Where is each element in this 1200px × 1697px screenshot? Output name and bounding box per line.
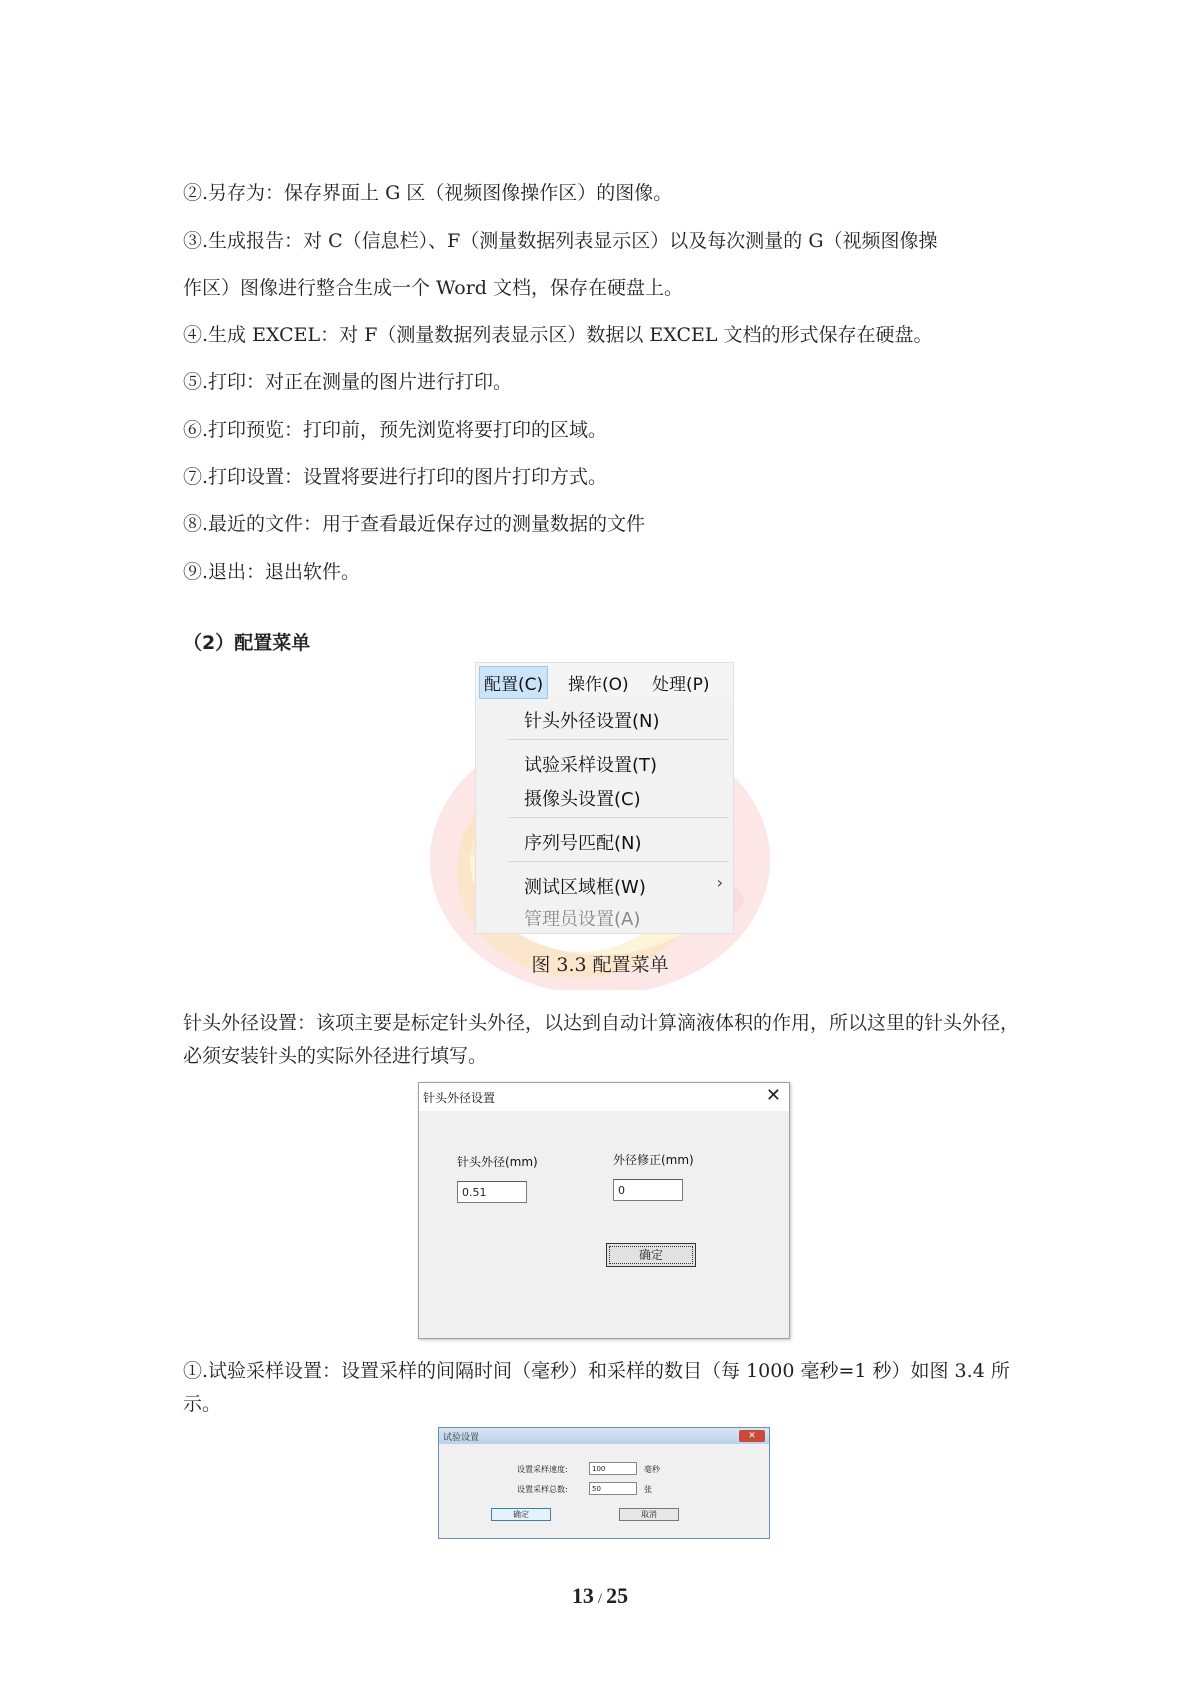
dialog-title: 试验设置 (443, 1433, 480, 1443)
paragraph-excel: ④.生成 EXCEL：对 F（测量数据列表显示区）数据以 EXCEL 文档的形式保存在硬盘。 (183, 324, 933, 346)
outer-diameter-label: 针头外径(mm) (457, 1155, 538, 1169)
cancel-button[interactable]: 取消 (619, 1508, 679, 1521)
needle-diameter-dialog (418, 1082, 790, 1339)
close-icon[interactable]: ✕ (739, 1430, 765, 1442)
menu-item-camera[interactable]: 摄像头设置(C) (524, 789, 641, 810)
menu-item-needle-diameter[interactable]: 针头外径设置(N) (524, 711, 660, 732)
paragraph-print: ⑤.打印：对正在测量的图片进行打印。 (183, 371, 513, 393)
paragraph-report-line2: 作区）图像进行整合生成一个 Word 文档，保存在硬盘上。 (183, 277, 684, 299)
dialog-title: 针头外径设置 (423, 1091, 496, 1105)
sampling-total-label: 设置采样总数: (517, 1485, 568, 1494)
page-number (0, 1583, 1200, 1609)
menu-separator (508, 739, 729, 740)
paragraph-print-preview: ⑥.打印预览：打印前，预先浏览将要打印的区域。 (183, 419, 608, 441)
correction-label: 外径修正(mm) (613, 1153, 694, 1167)
sampling-speed-unit: 毫秒 (644, 1465, 660, 1474)
config-menu-screenshot (475, 662, 734, 934)
menu-config[interactable]: 配置(C) (479, 666, 548, 699)
menu-item-sampling[interactable]: 试验采样设置(T) (524, 755, 658, 776)
page-total: 25 (606, 1583, 629, 1608)
menu-operate[interactable]: 操作(O) (568, 675, 629, 695)
figure-caption: 图 3.3 配置菜单 (531, 954, 669, 976)
menu-item-serial-match[interactable]: 序列号匹配(N) (524, 833, 642, 854)
dialog-titlebar (419, 1083, 789, 1111)
paragraph-sampling-desc: ①.试验采样设置：设置采样的间隔时间（毫秒）和采样的数目（每 1000 毫秒=1 秒）如图 3.4 所示。 (183, 1360, 1010, 1415)
sampling-settings-dialog (438, 1427, 770, 1539)
page-current: 13 (571, 1583, 594, 1608)
sampling-speed-input[interactable]: 100 (589, 1462, 637, 1475)
sampling-total-unit: 张 (644, 1485, 652, 1494)
section-heading: （2）配置菜单 (183, 632, 311, 654)
menu-item-test-region[interactable]: 测试区域框(W) (524, 877, 646, 898)
paragraph-exit: ⑨.退出：退出软件。 (183, 561, 361, 583)
menu-process[interactable]: 处理(P) (652, 675, 710, 695)
menu-bar (476, 663, 733, 697)
menu-item-admin[interactable]: 管理员设置(A) (524, 909, 641, 930)
paragraph-report-line1: ③.生成报告：对 C（信息栏）、F（测量数据列表显示区）以及每次测量的 G（视频图像操 (183, 230, 938, 252)
close-icon[interactable]: ✕ (765, 1085, 781, 1106)
sampling-speed-label: 设置采样速度: (517, 1465, 568, 1474)
dialog-titlebar (439, 1428, 769, 1444)
paragraph-print-setup: ⑦.打印设置：设置将要进行打印的图片打印方式。 (183, 466, 608, 488)
chevron-right-icon: › (716, 873, 723, 892)
sampling-total-input[interactable]: 50 (589, 1482, 637, 1495)
ok-button[interactable]: 确定 (491, 1508, 551, 1521)
outer-diameter-input[interactable]: 0.51 (457, 1181, 527, 1203)
page-separator: / (597, 1591, 603, 1607)
paragraph-recent-files: ⑧.最近的文件：用于查看最近保存过的测量数据的文件 (183, 513, 646, 535)
menu-separator (508, 817, 729, 818)
paragraph-needle-desc: 针头外径设置：该项主要是标定针头外径，以达到自动计算滴液体积的作用，所以这里的针头外径，必须安装针头的实际外径进行填写。 (183, 1012, 1020, 1067)
ok-button[interactable]: 确定 (606, 1243, 696, 1267)
correction-input[interactable]: 0 (613, 1179, 683, 1201)
menu-separator (508, 861, 729, 862)
paragraph-save-as: ②.另存为：保存界面上 G 区（视频图像操作区）的图像。 (183, 182, 673, 204)
